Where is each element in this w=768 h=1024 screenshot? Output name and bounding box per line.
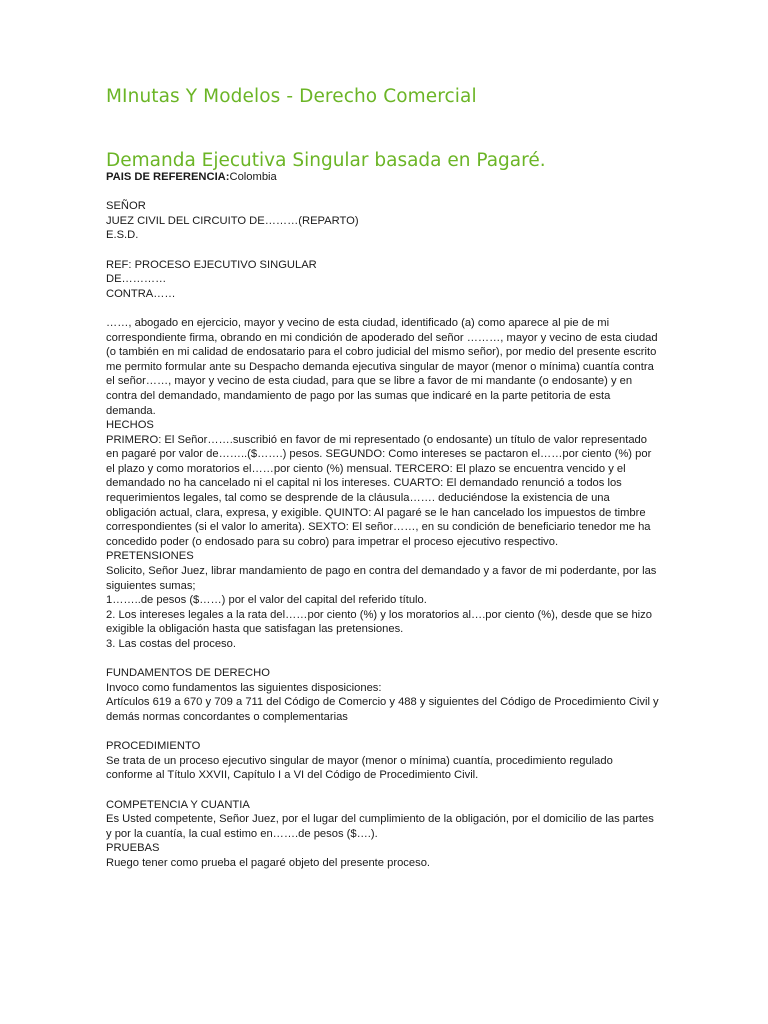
competencia-heading: COMPETENCIA Y CUANTIA [106,798,250,811]
country-line [106,170,662,185]
pruebas-heading: PRUEBAS [106,842,160,855]
intro-paragraph: ……, abogado en ejercicio, mayor y vecino de esta ciudad, identificado (a) como aparece al pie de mi correspondiente firma, obrando en mi condición de apoderado del señor ………, mayor y vecino de esta ciudad (o también en mi calidad de endosatario para el cobro judicial del mismo señor), por medio del presente escrito me permito formular ante su Despacho demanda ejecutiva singular de mayor (menor o mínima) cuantía contra el señor……, mayor y vecino de esta ciudad, para que se libre a favor de mi mandante (o endosante) y en contra del demandado, mandamiento de pago por las sumas que indicaré en la parte petitoria de esta demanda. [106,316,661,417]
procedimiento-text: Se trata de un proceso ejecutivo singular de mayor (menor o mínima) cuantía, procedimiento regulado conforme al Título XXVII, Capítulo I a VI del Código de Procedimiento Civil. [106,754,616,782]
pretension-item-2: 2. Los intereses legales a la rata del……por ciento (%) y los moratorios al….por ciento (%), desde que se hizo exigible la obligación hasta que satisfagan las pretensiones. [106,608,656,636]
address-line-2: JUEZ CIVIL DEL CIRCUITO DE………(REPARTO) [106,214,359,227]
document-body [106,170,662,871]
competencia-text: Es Usted competente, Señor Juez, por el lugar del cumplimiento de la obligación, por el domicilio de las partes y por la cuantía, la cual estimo en…….de pesos ($….). [106,813,657,840]
hechos-text: PRIMERO: El Señor…….suscribió en favor de mi representado (o endosante) un título de valor representado en pagaré por valor de……..($…….) pesos. SEGUNDO: Como intereses se pactaron el……por ciento (%) por el plazo y como moratorios el……por ciento (%) mensual. TERCERO: El plazo se encuentra vencido y el demandado no ha cancelado ni el capital ni los intereses. CUARTO: El demandado renunció a todos los requerimientos legales, tal como se desprende de la cláusula……. deduciéndose la existencia de una obligación actual, clara, expresa, y exigible. QUINTO: Al pagaré se le han cancelado los impuestos de timbre correspondientes (si el valor lo amerita). SEXTO: El señor……, en su condición de beneficiario tenedor me ha concedido poder (o endosado para su cobro) para impetrar el proceso ejecutivo respectivo. [106,433,655,548]
fundamentos-line-1: Invoco como fundamentos las siguientes disposiciones: [106,681,382,694]
document-title: Demanda Ejecutiva Singular basada en Pagaré. [106,150,546,171]
address-line-1: SEÑOR [106,200,146,213]
site-title: MInutas Y Modelos - Derecho Comercial [106,86,477,107]
ref-line-1: REF: PROCESO EJECUTIVO SINGULAR [106,258,317,271]
address-line-3: E.S.D. [106,229,139,242]
pretensiones-text: Solicito, Señor Juez, librar mandamiento de pago en contra del demandado y a favor de mi poderdante, por las siguientes sumas; [106,565,660,592]
ref-line-3: CONTRA…… [106,287,176,300]
ref-line-2: DE………… [106,273,167,286]
fundamentos-heading: FUNDAMENTOS DE DERECHO [106,667,270,680]
country-value: Colombia [229,171,277,183]
procedimiento-heading: PROCEDIMIENTO [106,740,201,753]
country-label: PAIS DE REFERENCIA: [106,171,230,183]
pretensiones-heading: PRETENSIONES [106,550,194,563]
pretension-item-3: 3. Las costas del proceso. [106,638,236,650]
pretension-item-1: 1……..de pesos ($……) por el valor del capital del referido título. [106,594,427,607]
pruebas-text: Ruego tener como prueba el pagaré objeto del presente proceso. [106,856,431,869]
hechos-heading: HECHOS [106,419,154,432]
fundamentos-line-2: Artículos 619 a 670 y 709 a 711 del Código de Comercio y 488 y siguientes del Código de Procedimiento Civil y demás normas concordantes o complementarias [106,696,662,723]
